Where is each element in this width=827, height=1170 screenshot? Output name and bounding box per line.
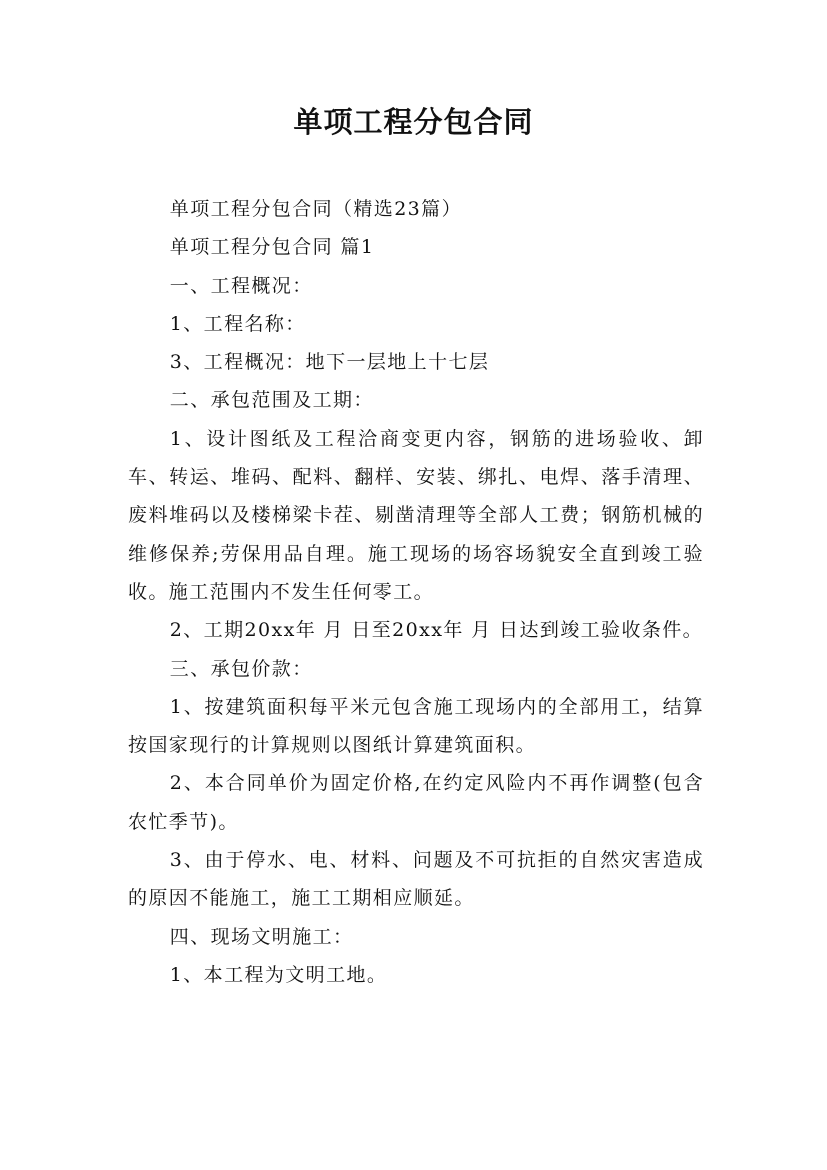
paragraph-schedule: 2、工期20xx年 月 日至20xx年 月 日达到竣工验收条件。 [169, 619, 704, 642]
paragraph-heading-civilized: 四、现场文明施工： [169, 925, 354, 948]
paragraph-price-basis: 1、按建筑面积每平米元包含施工现场内的全部用工，结算按国家现行的计算规则以图纸计算建筑面积。 [128, 695, 704, 757]
paragraph-project-overview: 3、工程概况：地下一层地上十七层 [169, 351, 490, 374]
document-title: 单项工程分包合同 [293, 105, 534, 139]
paragraph-civilized-site: 1、本工程为文明工地。 [169, 963, 388, 986]
document-body [128, 190, 704, 994]
paragraph-scope-detail: 1、设计图纸及工程洽商变更内容，钢筋的进场验收、卸车、转运、堆码、配料、翻样、安装、绑扎、电焊、落手清理、废料堆码以及楼梯梁卡茬、剔凿清理等全部人工费；钢筋机械的维修保养;劳保用品自理。施工现场的场容场貌安全直到竣工验收。施工范围内不发生任何零工。 [128, 427, 704, 603]
paragraph-project-name: 1、工程名称： [169, 312, 306, 335]
paragraph-fixed-price: 2、本合同单价为固定价格,在约定风险内不再作调整(包含农忙季节)。 [128, 772, 704, 833]
paragraph-force-majeure: 3、由于停水、电、材料、问题及不可抗拒的自然灾害造成的原因不能施工，施工工期相应顺延。 [128, 849, 704, 910]
paragraph-heading-overview: 一、工程概况： [169, 274, 313, 297]
paragraph-section-heading: 单项工程分包合同 篇1 [169, 236, 375, 259]
paragraph-heading-price: 三、承包价款： [169, 657, 313, 680]
paragraph-subtitle: 单项工程分包合同（精选23篇） [169, 198, 462, 220]
paragraph-heading-scope: 二、承包范围及工期： [169, 389, 374, 412]
